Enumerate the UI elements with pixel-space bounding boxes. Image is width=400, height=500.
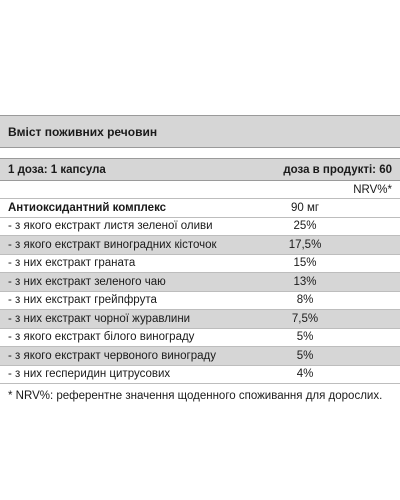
table-row [0,366,400,385]
nutrition-panel [0,115,400,402]
nutrient-name: - з них екстракт зеленого чаю [8,275,166,288]
table-row [0,199,400,218]
nutrient-amount: 4% [296,368,314,381]
nutrient-name: Антиоксидантний комплекс [8,201,167,214]
nutrient-name: - з якого екстракт листя зеленої оливи [8,220,213,233]
nutrient-amount: 7,5% [291,312,319,325]
dose-row [0,158,400,181]
nutrient-amount: 5% [296,349,314,362]
table-row [0,310,400,329]
table-row [0,292,400,311]
table-row [0,347,400,366]
table-row [0,255,400,274]
table-row [0,236,400,255]
table-row [0,273,400,292]
table-row [0,329,400,348]
footnote: * NRV%: референтне значення щоденного споживання для дорослих. [8,390,383,402]
nutrient-name: - з них екстракт граната [8,257,136,270]
nutrient-name: - з них екстракт грейпфрута [8,294,157,307]
nutrient-name: - з них гесперидин цитрусових [8,368,171,381]
spacer [0,148,400,158]
table-row [0,218,400,237]
nutrient-amount: 8% [296,294,314,307]
nutrient-amount: 17,5% [288,238,322,251]
nutrient-amount: 90 мг [290,201,320,214]
nutrient-name: - з якого екстракт виноградних кісточок [8,238,217,251]
nutrient-amount: 5% [296,331,314,344]
nrv-header-row [0,181,400,199]
nrv-header: NRV%* [353,183,392,196]
nutrient-name: - з якого екстракт білого винограду [8,331,195,344]
nutrient-table [0,199,400,384]
nutrient-name: - з них екстракт чорної журавлини [8,312,191,325]
doses-in-product: доза в продукті: 60 [283,163,392,176]
nutrient-amount: 13% [293,275,317,288]
nutrient-amount: 25% [293,220,317,233]
nutrient-amount: 15% [293,257,317,270]
panel-title: Вміст поживних речовин [0,115,400,148]
dose-per-serving: 1 доза: 1 капсула [8,163,106,176]
nutrient-name: - з якого екстракт червоного винограду [8,349,216,362]
